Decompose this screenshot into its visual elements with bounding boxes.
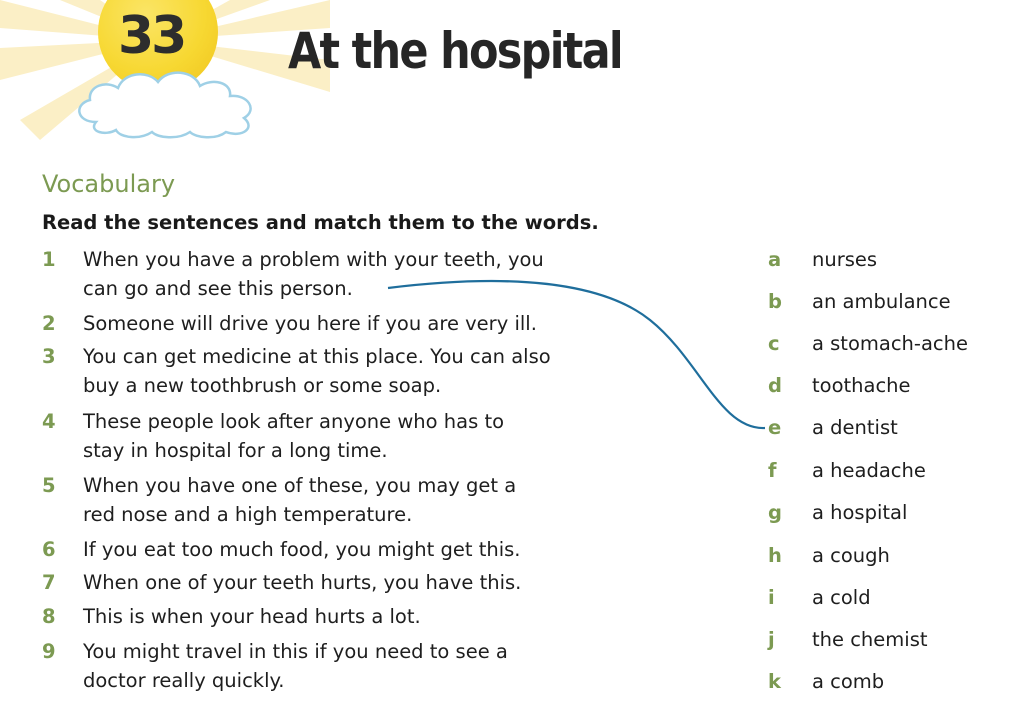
word-item[interactable] [768,371,911,400]
sentence-item [42,568,593,597]
sentence-number: 3 [42,345,56,368]
word-item[interactable] [768,413,898,442]
word-item[interactable] [768,245,877,274]
word-letter: d [768,374,782,397]
sentence-text: These people look after anyone who has to stay in hospital for a long time. [83,410,505,462]
word-text: a stomach-ache [812,332,968,355]
sentence-text: You can get medicine at this place. You can also buy a new toothbrush or some soap. [83,345,551,397]
word-item[interactable] [768,287,951,316]
word-item[interactable] [768,583,871,612]
sentence-number: 1 [42,248,56,271]
sentence-item [42,245,593,303]
word-text: the chemist [812,628,928,651]
sentence-number: 6 [42,538,56,561]
word-item[interactable] [768,456,926,485]
exercise-instruction: Read the sentences and match them to the words. [42,211,599,234]
word-letter: f [768,459,777,482]
sentence-number: 9 [42,640,56,663]
word-text: a hospital [812,501,908,524]
word-text: a cold [812,586,871,609]
word-letter: e [768,416,782,439]
word-letter: g [768,501,782,524]
word-text: an ambulance [812,290,951,313]
sentence-item [42,407,593,465]
word-text: a cough [812,544,890,567]
sentence-item [42,342,593,400]
word-text: a dentist [812,416,898,439]
word-item[interactable] [768,541,890,570]
sentence-number: 4 [42,410,56,433]
section-heading: Vocabulary [42,170,176,198]
sentence-item [42,602,593,631]
sentence-text: If you eat too much food, you might get this. [83,538,521,561]
page-title: At the hospital [288,22,622,80]
word-item[interactable] [768,329,968,358]
word-item[interactable] [768,625,928,654]
word-text: toothache [812,374,911,397]
sentence-text: When one of your teeth hurts, you have this. [83,571,522,594]
word-item[interactable] [768,498,907,527]
sentence-number: 2 [42,312,56,335]
word-text: nurses [812,248,878,271]
sentence-text: Someone will drive you here if you are very ill. [83,312,537,335]
sentence-number: 7 [42,571,56,594]
word-letter: h [768,544,782,567]
word-letter: j [768,628,775,651]
word-letter: i [768,586,775,609]
word-text: a comb [812,670,885,693]
sentence-number: 8 [42,605,56,628]
sentence-item [42,471,593,529]
word-letter: a [768,248,782,271]
sentence-text: When you have a problem with your teeth, you can go and see this person. [83,248,544,300]
word-item[interactable] [768,667,884,696]
sentence-item [42,535,593,564]
sentence-text: You might travel in this if you need to see a doctor really quickly. [83,640,508,692]
word-text: a headache [812,459,926,482]
sentence-item [42,637,593,695]
word-letter: c [768,332,780,355]
sentence-text: This is when your head hurts a lot. [83,605,421,628]
sentence-text: When you have one of these, you may get a red nose and a high temperature. [83,474,517,526]
word-letter: k [768,670,781,693]
word-letter: b [768,290,782,313]
sentence-number: 5 [42,474,56,497]
sentence-item [42,309,593,338]
unit-number: 33 [118,6,185,66]
